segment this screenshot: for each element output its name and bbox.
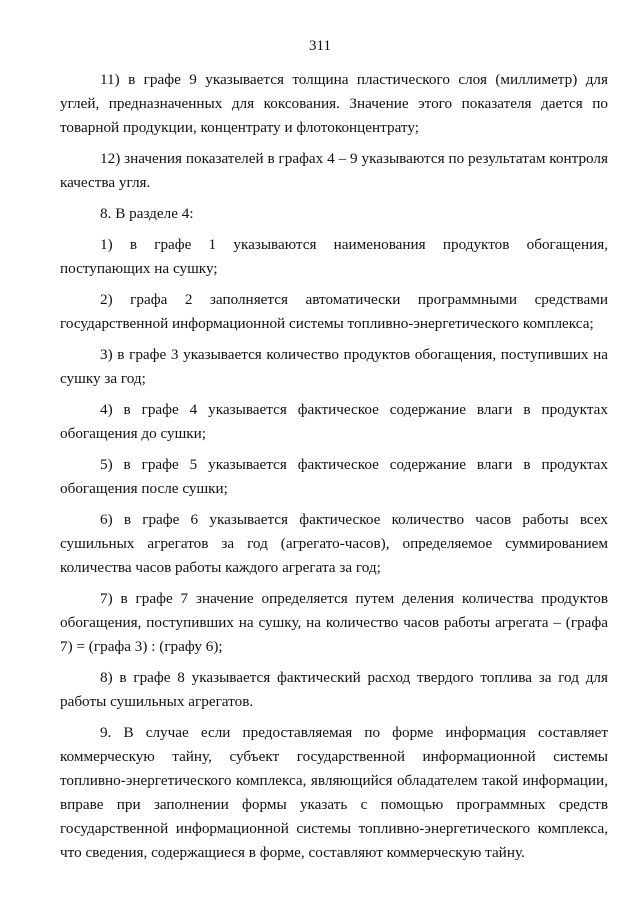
paragraph-item-5: 5) в графе 5 указывается фактическое содержание влаги в продуктах обогащения после сушки; xyxy=(60,456,608,497)
document-body xyxy=(60,68,608,865)
section-8-heading: 8. В разделе 4: xyxy=(100,205,194,222)
paragraph-item-1: 1) в графе 1 указываются наименования продуктов обогащения, поступающих на сушку; xyxy=(60,236,608,277)
paragraph-item-2: 2) графа 2 заполняется автоматически программными средствами государственной информационной системы топливно-энергетического комплекса; xyxy=(60,291,608,332)
paragraph-item-8: 8) в графе 8 указывается фактический расход твердого топлива за год для работы сушильных агрегатов. xyxy=(60,669,608,710)
paragraph-item-7: 7) в графе 7 значение определяется путем деления количества продуктов обогащения, поступивших на сушку, на количество часов работы агрегата – (графа 7) = (графа 3) : (графу 6); xyxy=(60,590,608,655)
section-9-paragraph: 9. В случае если предоставляемая по форме информация составляет коммерческую тайну, субъект государственной информационной системы топливно-энергетического комплекса, являющийся обладателем такой информации, вправе при заполнении формы указать с помощью программных средств государственной информационной системы топливно-энергетического комплекса, что сведения, содержащиеся в форме, составляют коммерческую тайну. xyxy=(60,724,608,861)
paragraph-item-11: 11) в графе 9 указывается толщина пластического слоя (миллиметр) для углей, предназначенных для коксования. Значение этого показателя дается по товарной продукции, концентрату и флотоконцентрату; xyxy=(60,71,608,136)
paragraph-item-4: 4) в графе 4 указывается фактическое содержание влаги в продуктах обогащения до сушки; xyxy=(60,401,608,442)
paragraph-item-3: 3) в графе 3 указывается количество продуктов обогащения, поступивших на сушку за год; xyxy=(60,346,608,387)
paragraph-item-6: 6) в графе 6 указывается фактическое количество часов работы всех сушильных агрегатов за год (агрегато-часов), определяемое суммированием количества часов работы каждого агрегата за год; xyxy=(60,511,608,576)
page-number: 311 xyxy=(309,38,331,54)
paragraph-item-12: 12) значения показателей в графах 4 – 9 указываются по результатам контроля качества угля. xyxy=(60,150,608,191)
